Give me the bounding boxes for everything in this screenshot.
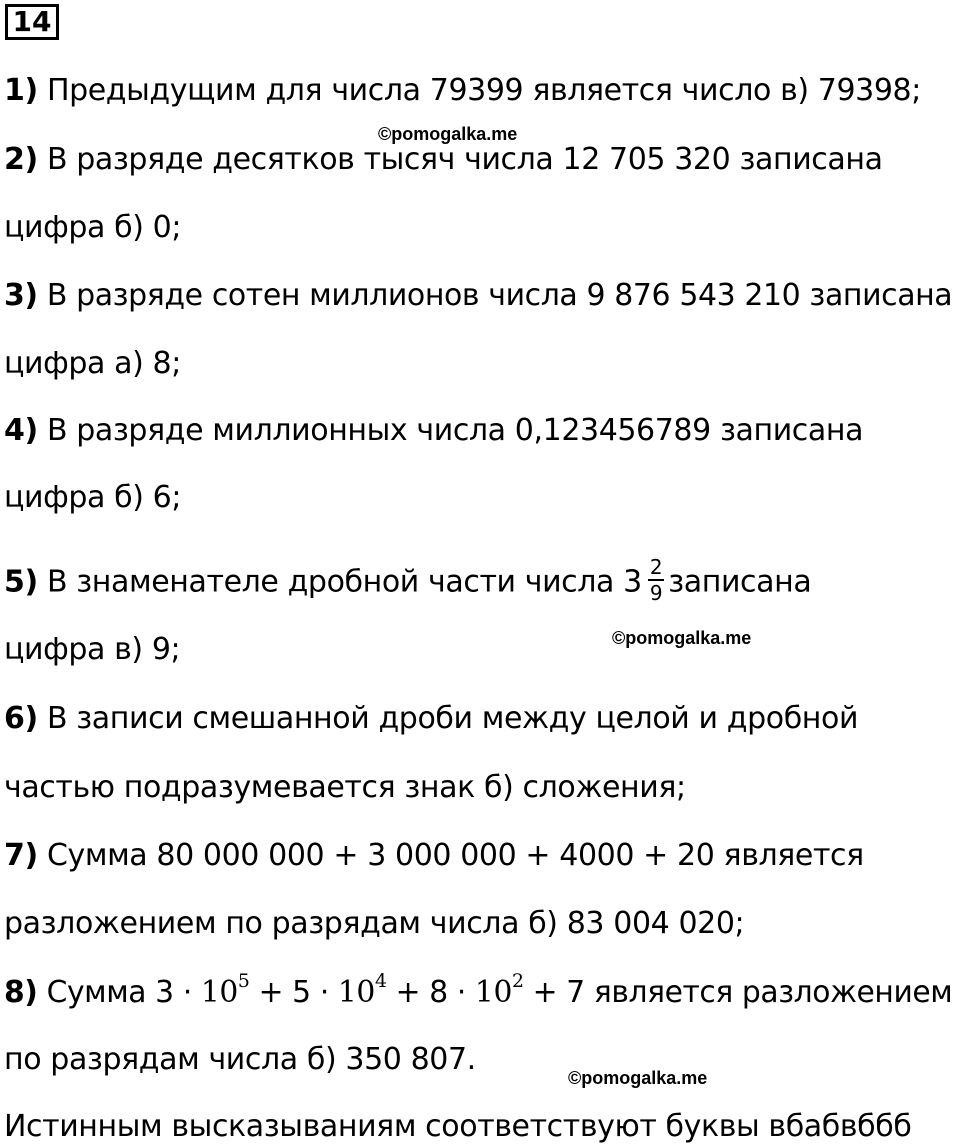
item-5-text-before: В знаменателе дробной части числа 3 <box>46 564 642 600</box>
item-8-op-2: + 8 ⋅ <box>386 975 475 1010</box>
power-exp-3: 2 <box>511 970 524 992</box>
item-4-number: 4) <box>4 413 38 448</box>
power-base-3: 10 <box>474 975 512 1010</box>
watermark-2: ©pomogalka.me <box>612 628 752 648</box>
watermark-3: ©pomogalka.me <box>568 1068 708 1088</box>
watermark-1: ©pomogalka.me <box>378 124 518 144</box>
item-6-text-1: В записи смешанной дроби между целой и дробной <box>46 701 859 736</box>
item-7-text-2: разложением по разрядам числа б) 83 004 020; <box>4 906 745 941</box>
item-2-line1 <box>4 142 883 177</box>
item-5-number: 5) <box>4 564 38 600</box>
task-number-box <box>5 4 59 40</box>
item-5-line2 <box>4 632 181 667</box>
item-8-line1 <box>4 970 953 1010</box>
item-4-line2 <box>4 480 182 515</box>
mixed-fraction <box>648 557 664 603</box>
item-7-text-1: Сумма 80 000 000 + 3 000 000 + 4000 + 20 является <box>46 838 864 873</box>
item-6-line2 <box>4 770 686 805</box>
conclusion-line <box>4 1109 912 1144</box>
item-7-line1 <box>4 838 864 873</box>
item-6-line1 <box>4 701 859 736</box>
item-3-line2 <box>4 346 181 381</box>
item-2-text-2: цифра б) 0; <box>4 210 182 245</box>
item-7-number: 7) <box>4 838 38 873</box>
item-7-line2 <box>4 906 745 941</box>
item-3-text-2: цифра а) 8; <box>4 346 181 381</box>
item-3-line1 <box>4 278 953 313</box>
item-4-line1 <box>4 413 864 448</box>
item-3-number: 3) <box>4 278 38 313</box>
power-exp-1: 5 <box>237 970 250 992</box>
item-1-line <box>4 73 921 108</box>
item-4-text-1: В разряде миллионных числа 0,123456789 записана <box>46 413 864 448</box>
item-2-number: 2) <box>4 142 38 177</box>
item-6-text-2: частью подразумевается знак б) сложения; <box>4 770 686 805</box>
fraction-denominator: 9 <box>649 581 663 605</box>
item-2-line2 <box>4 210 182 245</box>
item-8-sum-word: Сумма 3 ⋅ <box>46 975 201 1010</box>
item-6-number: 6) <box>4 701 38 736</box>
item-8-text-2: по разрядам числа б) 350 807. <box>4 1042 476 1077</box>
item-8-text-rest: + 7 является разложением <box>523 975 953 1010</box>
power-base-2: 10 <box>337 975 375 1010</box>
conclusion-text: Истинным высказываниям соответствуют буквы вбабвббб <box>4 1109 912 1144</box>
item-8-line2 <box>4 1042 476 1077</box>
item-3-text-1: В разряде сотен миллионов числа 9 876 543 210 записана <box>46 278 953 313</box>
item-8-op-1: + 5 ⋅ <box>249 975 338 1010</box>
item-8-number: 8) <box>4 975 38 1010</box>
item-5-text-2: цифра в) 9; <box>4 632 181 667</box>
fraction-numerator: 2 <box>649 555 663 579</box>
power-exp-2: 4 <box>374 970 387 992</box>
item-5-text-after: записана <box>668 564 812 600</box>
item-1-number: 1) <box>4 73 38 108</box>
item-1-text: Предыдущим для числа 79399 является число в) 79398; <box>46 73 921 108</box>
item-2-text-1: В разряде десятков тысяч числа 12 705 320 записана <box>46 142 883 177</box>
item-4-text-2: цифра б) 6; <box>4 480 182 515</box>
power-base-1: 10 <box>200 975 238 1010</box>
task-number: 14 <box>12 5 52 38</box>
item-5-line1 <box>4 555 812 606</box>
